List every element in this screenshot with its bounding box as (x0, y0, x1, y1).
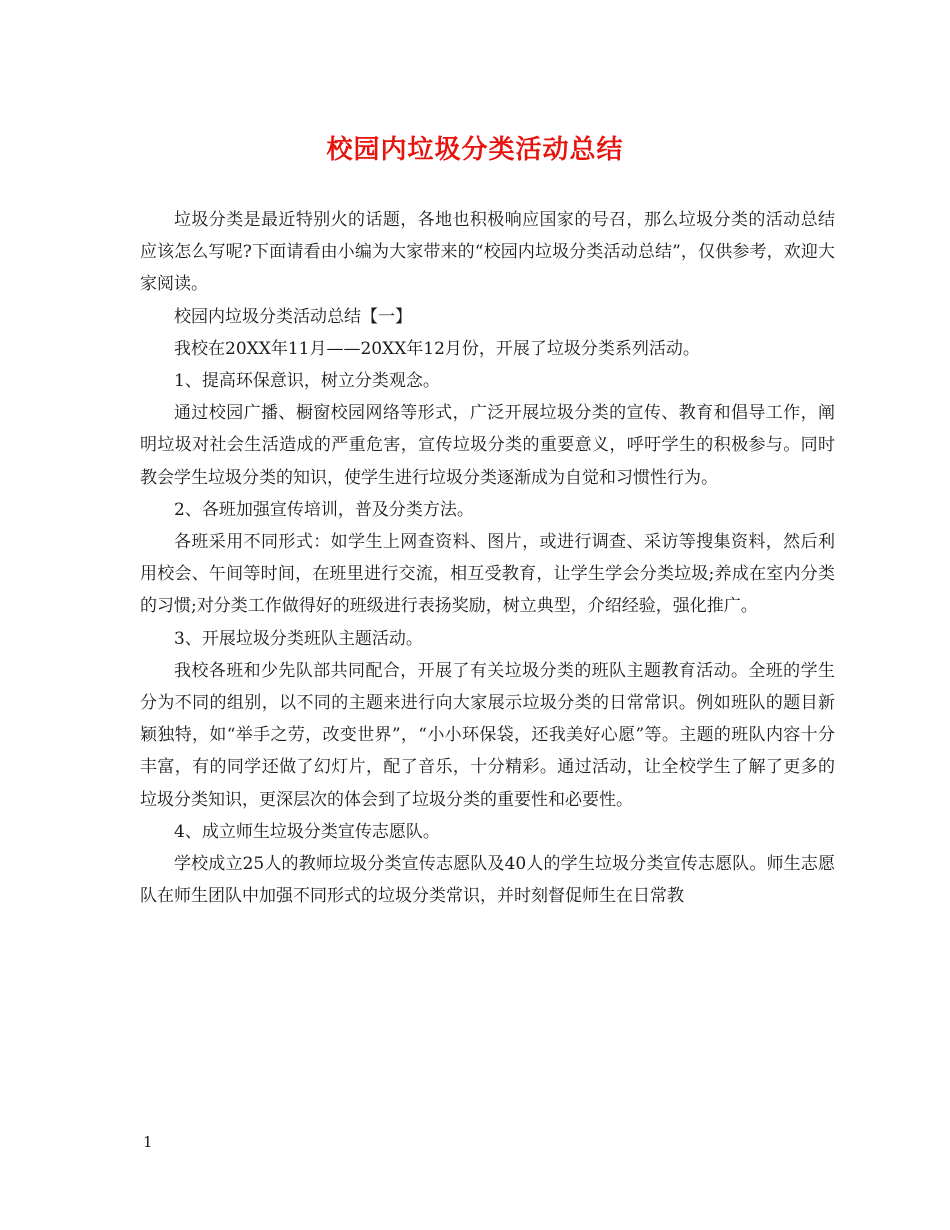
document-title: 校园内垃圾分类活动总结 (326, 135, 624, 165)
paragraph: 我校在20XX年11月——20XX年12月份，开展了垃圾分类系列活动。 (174, 338, 700, 359)
list-heading: 2、各班加强宣传培训，普及分类方法。 (174, 499, 474, 520)
list-heading: 4、成立师生垃圾分类宣传志愿队。 (174, 821, 440, 842)
paragraph-intro: 垃圾分类是最近特别火的话题，各地也积极响应国家的号召，那么垃圾分类的活动总结应该怎么写呢?下面请看由小编为大家带来的“校园内垃圾分类活动总结”，仅供参考，欢迎大家阅读。 (140, 210, 835, 295)
paragraph: 我校各班和少先队部共同配合，开展了有关垃圾分类的班队主题教育活动。全班的学生分为不同的组别，以不同的主题来进行向大家展示垃圾分类的日常常识。例如班队的题目新颖独特，如“举手之劳，改变世界”，“小小环保袋，还我美好心愿”等。主题的班队内容十分丰富，有的同学还做了幻灯片，配了音乐，十分精彩。通过活动，让全校学生了解了更多的垃圾分类知识，更深层次的体会到了垃圾分类的重要性和必要性。 (140, 660, 835, 810)
paragraph: 学校成立25人的教师垃圾分类宣传志愿队及40人的学生垃圾分类宣传志愿队。师生志愿队在师生团队中加强不同形式的垃圾分类常识，并时刻督促师生在日常教 (140, 854, 835, 907)
paragraph: 各班采用不同形式：如学生上网查资料、图片，或进行调查、采访等搜集资料，然后利用校会、午间等时间，在班里进行交流，相互受教育，让学生学会分类垃圾;养成在室内分类的习惯;对分类工作做得好的班级进行表扬奖励，树立典型，介绍经验，强化推广。 (140, 532, 835, 617)
paragraph: 通过校园广播、橱窗校园网络等形式，广泛开展垃圾分类的宣传、教育和倡导工作，阐明垃圾对社会生活造成的严重危害，宣传垃圾分类的重要意义，呼吁学生的积极参与。同时教会学生垃圾分类的知识，使学生进行垃圾分类逐渐成为自觉和习惯性行为。 (140, 403, 835, 488)
list-heading: 1、提高环保意识，树立分类观念。 (174, 371, 440, 392)
section-heading: 校园内垃圾分类活动总结【一】 (174, 306, 412, 327)
list-heading: 3、开展垃圾分类班队主题活动。 (174, 628, 423, 649)
document-body (140, 204, 835, 912)
page-number: 1 (143, 1133, 153, 1151)
